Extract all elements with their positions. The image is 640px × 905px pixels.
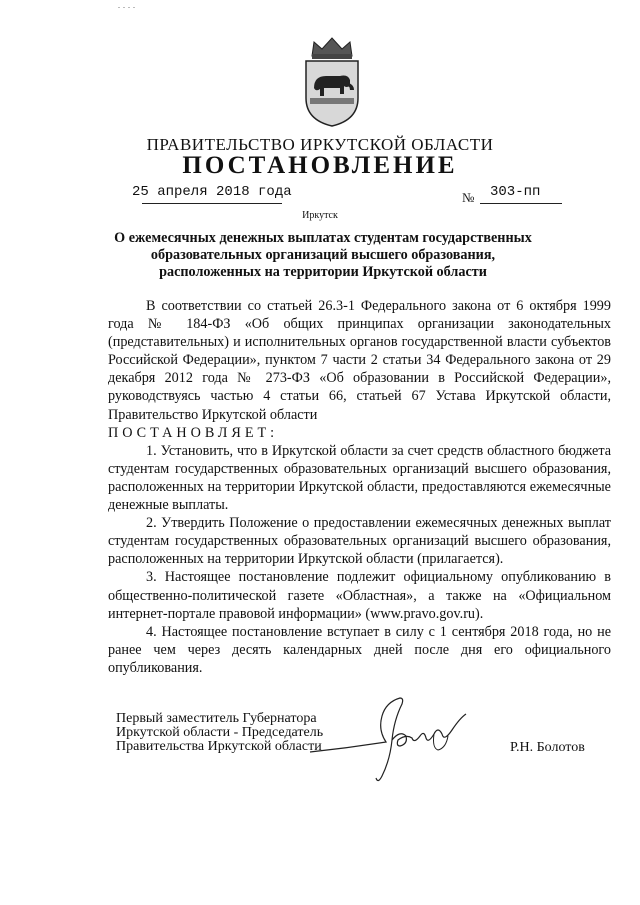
item-paragraph-3: 3. Настоящее постановление подлежит официальному опубликованию в общественно-политической газете «Областная», а также на «Официальном интернет-портале правовой информации» (www.pravo.gov.ru). xyxy=(108,569,611,622)
signatory-line-3: Правительства Иркутской области xyxy=(116,739,322,754)
document-subject: О ежемесячных денежных выплатах студентам государственных образовательных организаций высшего образования, расположенных на территории Иркутской области xyxy=(114,230,532,280)
number-sign: № xyxy=(462,190,475,205)
number-underline xyxy=(480,203,562,204)
document-body xyxy=(108,297,611,677)
government-name: ПРАВИТЕЛЬСТВО ИРКУТСКОЙ ОБЛАСТИ xyxy=(146,135,494,154)
resolves-keyword: ПОСТАНОВЛЯЕТ: xyxy=(108,424,279,441)
signatory-line-2: Иркутской области - Председатель xyxy=(116,725,324,740)
document-date: 25 апреля 2018 года xyxy=(132,184,292,200)
item-paragraph-1: 1. Установить, что в Иркутской области за счет средств областного бюджета студентам государственных образовательных организаций высшего образования, расположенных на территории Иркутской области, предоставляются ежемесячные денежные выплаты. xyxy=(108,442,611,514)
city-name: Иркутск xyxy=(302,210,338,221)
signatory-position xyxy=(116,712,323,754)
document-title: ПОСТАНОВЛЕНИЕ xyxy=(182,152,458,179)
handwritten-signature xyxy=(308,690,478,790)
scan-speck xyxy=(118,6,138,9)
item-paragraph-2: 2. Утвердить Положение о предоставлении ежемесячных денежных выплат студентам государственных образовательных организаций высшего образования, расположенных на территории Иркутской области (прилагается). xyxy=(108,515,611,568)
preamble-paragraph: В соответствии со статьей 26.3-1 Федерального закона от 6 октября 1999 года № 184-ФЗ «Об общих принципах организации законодательных (представительных) и исполнительных органов государственной власти субъектов Российской Федерации», пунктом 7 части 2 статьи 34 Федерального закона от 29 декабря 2012 года № 273-ФЗ «Об образовании в Российской Федерации», руководствуясь частью 4 статьи 66, статьей 67 Устава Иркутской области, Правительство Иркутской области xyxy=(108,298,611,423)
signatory-name: Р.Н. Болотов xyxy=(510,740,585,755)
document-number: 303-пп xyxy=(490,184,541,200)
signatory-line-1: Первый заместитель Губернатора xyxy=(116,711,317,726)
date-underline xyxy=(142,203,282,204)
coat-of-arms-emblem xyxy=(300,36,364,128)
item-paragraph-4: 4. Настоящее постановление вступает в силу с 1 сентября 2018 года, но не ранее чем через десять календарных дней после дня его официального опубликования. xyxy=(108,623,611,676)
